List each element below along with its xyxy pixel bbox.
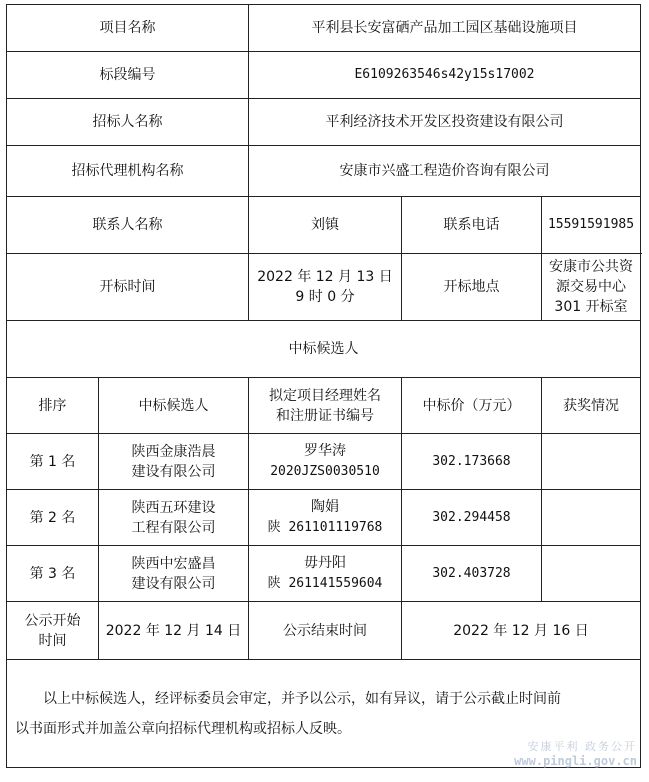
awards-cell xyxy=(542,490,641,546)
rank-cell: 第 2 名 xyxy=(7,490,99,546)
open-time-value xyxy=(249,254,402,321)
header-candidate: 中标候选人 xyxy=(99,378,249,434)
manager-cell xyxy=(249,434,402,490)
company-line1: 陕西五环建设 xyxy=(131,499,216,516)
publicity-start-value: 2022 年 12 月 14 日 xyxy=(99,602,249,660)
open-time-date: 2022 年 12 月 13 日 xyxy=(257,269,393,285)
header-manager xyxy=(249,378,402,434)
header-rank: 排序 xyxy=(7,378,99,434)
contact-value: 刘镇 xyxy=(249,197,402,254)
company-line1: 陕西中宏盛昌 xyxy=(131,555,216,572)
candidates-header-row xyxy=(7,378,641,434)
publicity-row xyxy=(7,602,641,660)
contact-row xyxy=(7,197,641,254)
company-line2: 建设有限公司 xyxy=(131,575,216,592)
manager-cell xyxy=(249,490,402,546)
open-time-clock: 9 时 0 分 xyxy=(295,289,355,305)
manager-cert: 陕 261141559604 xyxy=(267,576,383,591)
publicity-start-label xyxy=(7,602,99,660)
manager-name: 毋丹阳 xyxy=(304,555,346,571)
candidates-section-title: 中标候选人 xyxy=(7,321,641,378)
tenderer-value: 平利经济技术开发区投资建设有限公司 xyxy=(249,99,641,146)
price-cell: 302.403728 xyxy=(402,546,542,602)
phone-label: 联系电话 xyxy=(402,197,542,254)
publicity-start-label-line2: 时间 xyxy=(38,632,67,649)
site-watermark xyxy=(514,740,637,768)
publicity-start-label-line1: 公示开始 xyxy=(24,612,81,629)
watermark-url: www.pingli.gov.cn xyxy=(514,754,637,768)
contact-label: 联系人名称 xyxy=(7,197,249,254)
section-number-label: 标段编号 xyxy=(7,52,249,99)
open-place-label: 开标地点 xyxy=(402,254,542,321)
notice-line2: 以书面形式并加盖公章向招标代理机构或招标人反映。 xyxy=(15,720,351,737)
tenderer-label: 招标人名称 xyxy=(7,99,249,146)
watermark-text: 安康平利 政务公开 xyxy=(527,740,637,753)
table-row xyxy=(7,490,641,546)
manager-cert: 2020JZS0030510 xyxy=(270,464,380,479)
section-number-value: E6109263546s42y15s17002 xyxy=(249,52,641,99)
candidates-title-row xyxy=(7,321,641,378)
company-line2: 建设有限公司 xyxy=(131,463,216,480)
company-cell xyxy=(99,434,249,490)
header-manager-line2: 和注册证书编号 xyxy=(276,407,374,424)
manager-cell xyxy=(249,546,402,602)
manager-cert: 陕 261101119768 xyxy=(267,520,383,535)
header-manager-line1: 拟定项目经理姓名 xyxy=(269,387,381,404)
tenderer-row xyxy=(7,99,641,146)
company-line2: 工程有限公司 xyxy=(131,519,216,536)
manager-name: 陶娟 xyxy=(311,499,339,515)
project-name-row xyxy=(7,5,641,52)
company-line1: 陕西金康浩晨 xyxy=(131,443,216,460)
rank-cell: 第 1 名 xyxy=(7,434,99,490)
agency-value: 安康市兴盛工程造价咨询有限公司 xyxy=(249,146,641,197)
company-cell xyxy=(99,490,249,546)
notice-line1: 以上中标候选人，经评标委员会审定，并予以公示，如有异议，请于公示截止时间前 xyxy=(15,690,561,707)
open-time-label: 开标时间 xyxy=(7,254,249,321)
open-place-line2: 301 开标室 xyxy=(554,299,628,315)
phone-value: 15591591985 xyxy=(542,197,641,254)
publicity-end-label: 公示结束时间 xyxy=(249,602,402,660)
publicity-end-value: 2022 年 12 月 16 日 xyxy=(402,602,641,660)
agency-label: 招标代理机构名称 xyxy=(7,146,249,197)
table-row xyxy=(7,434,641,490)
rank-cell: 第 3 名 xyxy=(7,546,99,602)
bid-candidate-table xyxy=(6,4,641,768)
table-row xyxy=(7,546,641,602)
project-name-value: 平利县长安富硒产品加工园区基础设施项目 xyxy=(249,5,641,52)
open-place-line1: 安康市公共资源交易中心 xyxy=(549,259,633,295)
awards-cell xyxy=(542,546,641,602)
awards-cell xyxy=(542,434,641,490)
header-price: 中标价（万元） xyxy=(402,378,542,434)
agency-row xyxy=(7,146,641,197)
open-place-value xyxy=(542,254,641,321)
company-cell xyxy=(99,546,249,602)
section-number-row xyxy=(7,52,641,99)
opening-row xyxy=(7,254,641,321)
project-name-label: 项目名称 xyxy=(7,5,249,52)
price-cell: 302.173668 xyxy=(402,434,542,490)
header-awards: 获奖情况 xyxy=(542,378,641,434)
manager-name: 罗华涛 xyxy=(304,443,346,459)
price-cell: 302.294458 xyxy=(402,490,542,546)
